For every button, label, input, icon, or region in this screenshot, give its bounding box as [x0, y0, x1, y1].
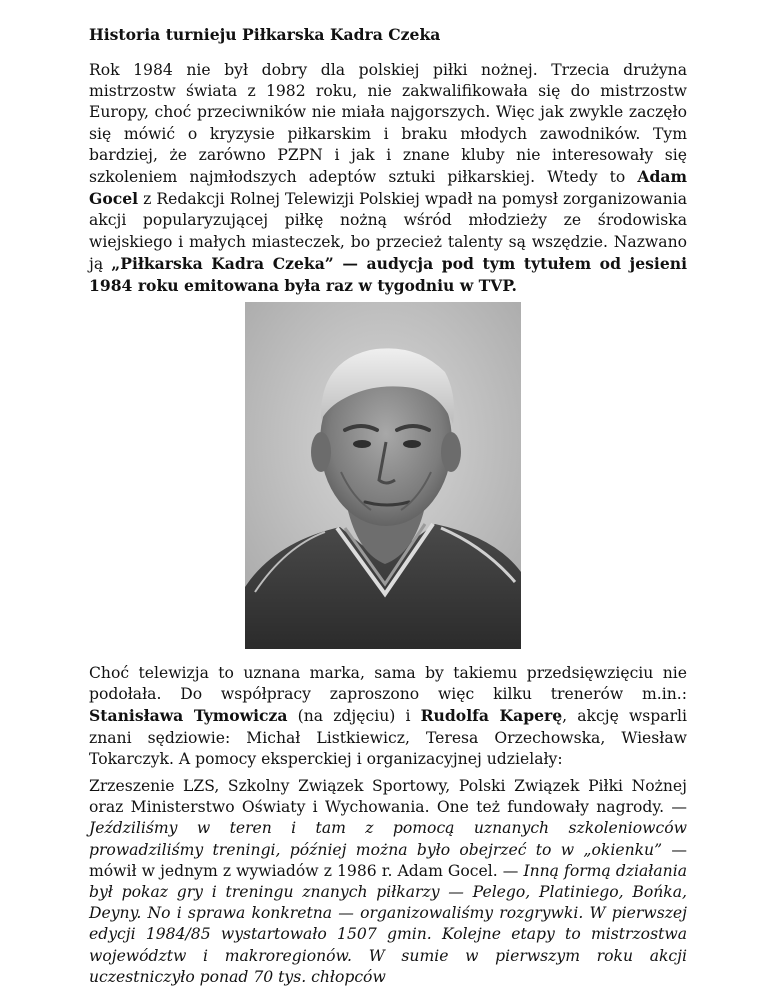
portrait-photo: [245, 302, 521, 649]
paragraph-cooperation: [89, 663, 687, 770]
italic-quote: Inną formą działania był pokaz gry i treningu znanych piłkarzy — Pelego, Platiniego, Bońka, Deyny. No i sprawa konkretna — organizowaliśmy rozgrywki. W pierwszej edycji 1984/85 wystartowało 1507 gmin. Kolejne etapy to mistrzostwa województw i makroregionów. W sumie w pierwszym roku akcji uczestniczyło ponad 70 tys. chłopców: [89, 861, 687, 986]
text-run: z Redakcji Rolnej Telewizji Polskiej wpadł na pomysł zorganizowania akcji popularyzującej piłkę nożną wśród młodzieży ze środowiska wiejskiego i małych miasteczek, bo przecież talenty są wszędzie. Nazwano ją: [89, 190, 687, 273]
paragraph-intro: [89, 60, 687, 297]
text-run: Choć telewizja to uznana marka, sama by takiemu przedsięwzięciu nie podołała. Do współpracy zaproszono więc kilku trenerów m.in.:: [89, 664, 687, 704]
text-run: Zrzeszenie LZS, Szkolny Związek Sportowy, Polski Związek Piłki Nożnej oraz Ministerstwo Oświaty i Wychowania. One też fundowały nagrody. —: [89, 777, 687, 817]
italic-quote: Jeździliśmy w teren i tam z pomocą uznanych szkoleniowców prowadziliśmy treningi, później można było obejrzeć to w „okienku”: [89, 819, 687, 859]
document-title: Historia turnieju Piłkarska Kadra Czeka: [89, 25, 441, 44]
text-run: (na zdjęciu) i: [287, 707, 421, 726]
bold-program-title: „Piłkarska Kadra Czeka” — audycja pod tym tytułem od jesieni 1984 roku emitowana była raz w tygodniu w TVP.: [89, 253, 687, 296]
text-run: — mówił w jednym z wywiadów z 1986 r. Adam Gocel. —: [89, 840, 687, 880]
bold-name-adam-gocel: Adam Gocel: [89, 167, 687, 209]
text-run: Rok 1984 nie był dobry dla polskiej piłki nożnej. Trzecia drużyna mistrzostw świata z 1982 roku, nie zakwalifikowała się do mistrzostw Europy, choć przeciwników nie miała najgorszych. Więc jak zwykle zaczęło się mówić o kryzysie piłkarskim i braku młodych zawodników. Tym bardziej, że zarówno PZPN i jak i znane kluby nie interesowały się szkoleniem najmłodszych adeptów sztuki piłkarskiej. Wtedy to: [89, 61, 687, 187]
bold-name-stanislaw-tymowicz: Stanisława Tymowicza: [89, 706, 288, 726]
paragraph-organizations: [89, 776, 687, 988]
bold-name-rudolf-kapera: Rudolfa Kaperę: [420, 706, 563, 726]
portrait-photo-graphic: [245, 302, 521, 649]
text-run: , akcję wsparli znani sędziowie: Michał Listkiewicz, Teresa Orzechowska, Wiesław Tokarczyk. A pomocy eksperckiej i organizacyjnej udzielały:: [89, 707, 688, 768]
